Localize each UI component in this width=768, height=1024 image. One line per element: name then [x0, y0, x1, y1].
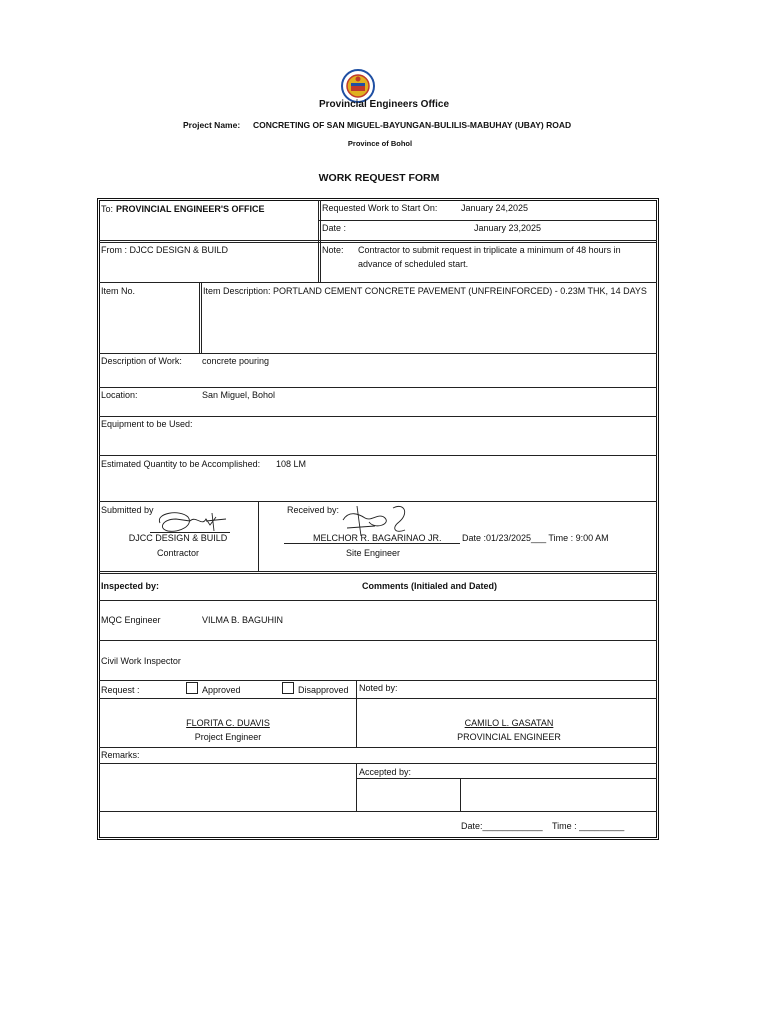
office-title: Provincial Engineers Office	[318, 99, 450, 110]
quantity-label: Estimated Quantity to be Accomplished:	[101, 459, 261, 469]
form-title: WORK REQUEST FORM	[318, 172, 440, 184]
divider	[99, 763, 657, 764]
item-no-label: Item No.	[101, 286, 136, 296]
divider	[99, 811, 657, 812]
divider	[99, 455, 657, 456]
divider	[320, 200, 321, 282]
location-label: Location:	[101, 390, 138, 400]
equipment-label: Equipment to be Used:	[101, 419, 193, 429]
inspected-by-label: Inspected by:	[101, 581, 160, 591]
divider	[99, 353, 657, 354]
divider	[460, 778, 461, 811]
divider	[99, 282, 657, 283]
divider	[99, 747, 657, 748]
description-of-work-label: Description of Work:	[101, 356, 182, 366]
divider	[318, 200, 319, 282]
divider	[356, 680, 357, 747]
remarks-label: Remarks:	[101, 750, 140, 760]
note-label: Note:	[322, 245, 344, 255]
received-name: MELCHOR R. BAGARINAO JR.	[313, 533, 442, 543]
divider	[199, 282, 200, 353]
start-value: January 24,2025	[461, 203, 529, 213]
divider	[99, 600, 657, 601]
province-name: Province of Bohol	[347, 139, 413, 148]
divider	[319, 220, 657, 221]
mqc-engineer-name: VILMA B. BAGUHIN	[202, 615, 284, 625]
to-label: To:	[101, 204, 114, 214]
location-value: San Miguel, Bohol	[202, 390, 276, 400]
disapproved-label: Disapproved	[298, 685, 349, 695]
note-line-2: advance of scheduled start.	[358, 259, 469, 269]
mqc-engineer-label: MQC Engineer	[101, 615, 161, 625]
received-datetime: Date :01/23/2025___ Time : 9:00 AM	[462, 533, 609, 543]
submitted-by-label: Submitted by	[101, 505, 154, 515]
footer-time: Time : _________	[552, 821, 625, 831]
divider	[99, 573, 657, 574]
comments-label: Comments (Initialed and Dated)	[362, 581, 498, 591]
civil-inspector-label: Civil Work Inspector	[101, 656, 181, 666]
divider	[99, 416, 657, 417]
divider	[356, 763, 357, 811]
approved-label: Approved	[202, 685, 241, 695]
date-label: Date :	[322, 223, 347, 233]
project-engineer-role: Project Engineer	[194, 732, 262, 742]
date-value: January 23,2025	[474, 223, 542, 233]
project-name: CONCRETING OF SAN MIGUEL-BAYUNGAN-BULILIS-MABUHAY (UBAY) ROAD	[253, 120, 572, 130]
provincial-engineer-name: CAMILO L. GASATAN	[464, 718, 554, 728]
project-name-label: Project Name:	[183, 120, 241, 130]
divider	[201, 282, 202, 353]
disapproved-checkbox[interactable]	[282, 682, 294, 694]
divider	[357, 778, 657, 779]
start-label: Requested Work to Start On:	[322, 203, 438, 213]
request-label: Request :	[101, 685, 140, 695]
divider	[99, 680, 657, 681]
noted-by-label: Noted by:	[359, 683, 398, 693]
divider	[99, 571, 657, 572]
provincial-engineer-role: PROVINCIAL ENGINEER	[457, 732, 561, 742]
submitted-name: DJCC DESIGN & BUILD	[128, 533, 228, 543]
description-of-work-value: concrete pouring	[202, 356, 270, 366]
approved-checkbox[interactable]	[186, 682, 198, 694]
divider	[99, 640, 657, 641]
divider	[258, 501, 259, 571]
to-value: PROVINCIAL ENGINEER'S OFFICE	[116, 204, 265, 214]
divider	[99, 242, 657, 243]
submitted-role: Contractor	[156, 548, 200, 558]
divider	[99, 387, 657, 388]
from-label: From : DJCC DESIGN & BUILD	[101, 245, 229, 255]
item-description: Item Description: PORTLAND CEMENT CONCRETE PAVEMENT (UNFREINFORCED) - 0.23M THK, 14 DAYS	[203, 286, 647, 296]
divider	[99, 240, 657, 241]
footer-date: Date:____________	[461, 821, 543, 831]
received-by-label: Received by:	[287, 505, 340, 515]
received-role: Site Engineer	[345, 548, 401, 558]
divider	[99, 698, 657, 699]
note-line-1: Contractor to submit request in triplicate a minimum of 48 hours in	[358, 245, 621, 255]
project-engineer-name: FLORITA C. DUAVIS	[186, 718, 270, 728]
accepted-by-label: Accepted by:	[359, 767, 412, 777]
quantity-value: 108 LM	[276, 459, 307, 469]
